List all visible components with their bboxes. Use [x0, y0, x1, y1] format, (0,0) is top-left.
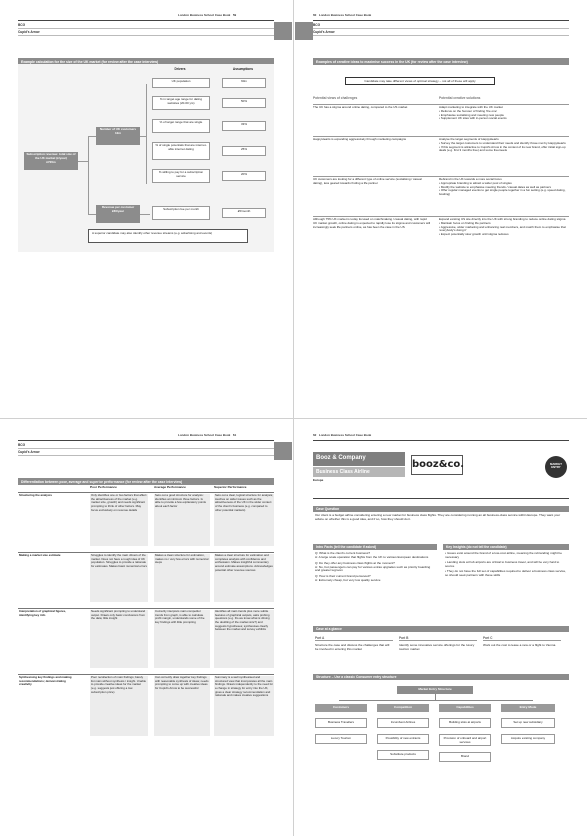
- case-name: Cupid's Arrow: [313, 29, 569, 36]
- driver-node: % willing to pay for a subscription service: [152, 169, 210, 183]
- running-header: 60 London Business School Case Book: [313, 13, 372, 17]
- solution-title: Rebrand in the UK towards a more social focus: [439, 177, 502, 181]
- structure-item: Business Travellers: [315, 718, 367, 728]
- market-size-tree: [18, 64, 274, 252]
- table-row: [18, 608, 274, 668]
- fact-line: A: No, but passengers can pay for various extras upgrades such as priority boarding and greater legroom: [315, 564, 431, 573]
- page-59: [0, 0, 292, 416]
- case-name: Cupid's Arrow: [18, 29, 274, 36]
- table-row: [18, 552, 274, 602]
- header-rule: [18, 440, 274, 441]
- solution-cell: [439, 105, 569, 121]
- table-row: [18, 492, 274, 546]
- header-rule: [313, 440, 569, 441]
- insight-item: • Landing slots at hub airports are critical to business travel, and will be very hard to source: [445, 561, 567, 569]
- structure-item: Provision of onboard and airport services: [439, 734, 491, 746]
- average-cell: Makes a clean structure for estimation, makes no / very few errors with numerical steps: [154, 554, 210, 602]
- solution-title: Expand existing US site directly into the UK with strong branding to reduce online dating stigma: [439, 217, 566, 221]
- grey-tab: [295, 22, 313, 40]
- case-header: [313, 452, 569, 492]
- criterion-label: Making a market size estimate: [19, 553, 61, 557]
- poor-header: Poor Performance: [90, 485, 117, 489]
- assumption-value: 20%: [222, 171, 266, 181]
- structure-item: Acquire existing company: [501, 734, 555, 744]
- assumption-value: 50%: [222, 98, 266, 108]
- poor-cell: Poor recollection of main findings; barely list main without synthesis / insight. Unable to provide creative ideas for the market (e.g. suggests just offering a low subscription price): [90, 676, 148, 736]
- case-name: Cupid's Arrow: [18, 449, 274, 456]
- header-rule: [18, 20, 274, 21]
- page-gutter-horizontal: [0, 418, 587, 419]
- intro-facts-title: Intro Facts (tell the candidate if asked): [313, 544, 437, 550]
- firm-name: BCG: [18, 442, 274, 449]
- poor-cell: Only identifies one or two factors that affect the attractiveness of the market (e.g. market size, growth) and needs significant prompting to think of other factors. May focus exclusively on revenue details: [90, 494, 148, 546]
- table-row: [313, 104, 569, 132]
- average-cell: Correctly interprets main competitor trends from graph, is able to calculate profit margin, understands some of the key findings with little prompting: [154, 610, 210, 668]
- part-c-label: Part C: [483, 636, 561, 641]
- part-b-label: Part B: [399, 636, 477, 641]
- part-a-label: Part A: [315, 636, 393, 641]
- structure-col-head: Competition: [377, 704, 429, 712]
- structure-item: Luxury Tourism: [315, 734, 367, 744]
- header-rule: [313, 20, 569, 21]
- booz-logo: booz&co.: [411, 455, 463, 475]
- solutions-header: Potential creative solutions: [439, 96, 481, 100]
- solution-title: Analyse the target segments of HappyHearts: [439, 137, 499, 141]
- driver-node: UK population: [152, 78, 210, 88]
- firm-band: [313, 22, 569, 40]
- solution-item: • If this segment is attractive to Cupid's Arrow in the context of its new brand, offer initial sign-up deals (e.g. first 3 months free) and some freemeets: [439, 146, 569, 154]
- section-title: Examples of creative ideas to maximise success in the UK (for review after the case interview): [313, 58, 569, 65]
- part-c-text: Work out the cost to lease a new or a flight to Vienna: [483, 643, 556, 647]
- assumption-value: 60m: [222, 78, 266, 88]
- table-row: [313, 216, 569, 260]
- driver-node: Subscription fee per month: [152, 206, 210, 220]
- criterion-label: Synthesising key findings and making recommendations; demonstrating creativity: [19, 675, 72, 687]
- solution-item: • Expect potentially slow growth until stigma reduces: [439, 233, 569, 237]
- challenges-header: Potential views of challenges: [313, 96, 358, 100]
- fact-line: Q: Do they offer any business class flights at the moment?: [315, 560, 395, 565]
- page-61: [0, 420, 292, 836]
- table-row: [18, 674, 274, 736]
- section-title: Example calculation for the size of the UK market (for review after the case interview): [18, 58, 274, 65]
- superior-note: A superior candidate may also identify other revenue streams (e.g. advertising and events): [88, 229, 248, 243]
- structure-item: Building slots at airports: [439, 718, 491, 728]
- structure-item: Possibility of new entrants: [377, 734, 429, 744]
- structure-title: Structure – Use a classic Consumer entry structure: [313, 674, 569, 680]
- challenge-text: HappyHearts is expanding aggressively through marketing campaigns: [313, 137, 407, 141]
- average-cell: Sets out a good structure for analysis: identifies at minimum three factors. Is able to provide a few explanatory points about each factor: [154, 494, 210, 546]
- table-row: [313, 176, 569, 216]
- structure-item: Set up new subsidiary: [501, 718, 555, 728]
- case-title: Business Class Airline: [313, 467, 405, 477]
- part-b-text: Identify some innovative service offerings for the luxury tourism market: [399, 643, 475, 651]
- drivers-header: Drivers: [174, 67, 186, 71]
- firm-name: BCG: [313, 22, 569, 29]
- assumptions-header: Assumptions: [232, 67, 254, 71]
- root-node: Subscription revenue: total size of the UK market (£/year) £720m: [24, 152, 78, 170]
- driver-node: % in target age range for dating websites (20-60 yrs): [152, 96, 210, 110]
- criterion-label: Interpretation of graphical figures, identifying key info: [19, 609, 67, 617]
- solution-item: • Maintain focus on finding life partners: [439, 222, 569, 226]
- assumption-value: 25%: [222, 146, 266, 156]
- solution-item: • Appropriate branding to attract a wider pool of singles: [439, 182, 569, 186]
- market-entry-badge: MARKET ENTRY: [545, 456, 567, 478]
- solution-cell: [439, 177, 569, 197]
- insight-item: • They do not have the full set of capabilities required to deliver a business class service, so should seek partners with these skills: [445, 570, 567, 578]
- solution-item: • Refocus on the humour of finding 'the one': [439, 110, 569, 114]
- poor-cell: Struggles to identify the main drivers of the market. Does not have a rough idea of UK population. Struggles to provide a rationale for estimates. Makes basic numerical errors: [90, 554, 148, 602]
- connector: [140, 214, 150, 215]
- superior-cell: Summary is a well synthesised and structured view that incorporates all the main findings. Draws independently to the need for a change in strategy for entry into the UK, gives a clear strategy recommendation and rationale and makes creative suggestions: [214, 676, 274, 736]
- challenge-text: The UK has a stigma around online dating, compared to the US market: [313, 105, 408, 109]
- connector: [78, 161, 88, 162]
- solution-title: Adapt marketing to integrate with the UK market: [439, 105, 503, 109]
- customers-node: Number of UK customers 12m: [96, 127, 140, 145]
- fact-line: A: Extremely cheap, but very low quality service: [315, 578, 381, 583]
- poor-cell: Needs significant prompting to understand output. Draws only basic conclusions from the data; little insight: [90, 610, 148, 668]
- firm-band: [18, 22, 274, 40]
- criterion-label: Structuring the analysis: [19, 493, 52, 497]
- solution-cell: [439, 137, 569, 153]
- running-header: London Business School Case Book 61: [178, 433, 237, 437]
- structure-col-head: Customers: [315, 704, 367, 712]
- solution-item: • Modify the website to emphasise meeting friends / casual dates as well as partners: [439, 186, 569, 190]
- case-question-title: Case Question: [313, 506, 569, 512]
- page-62: [295, 420, 587, 836]
- firm-band: [18, 442, 274, 460]
- key-insights: [445, 552, 567, 580]
- part-a-text: Structure the case and discuss the challenges that will be involved in entering this market: [315, 643, 390, 651]
- assumption-value: £5/month: [222, 208, 266, 218]
- insight-item: • Issues exist around the brand of a low-cost airline, meaning the rebranding might be necessary: [445, 552, 567, 560]
- connector: [88, 136, 89, 214]
- header-rule: [313, 498, 569, 499]
- key-insights-title: Key Insights (do not tell the candidate): [443, 544, 569, 550]
- firm-name: BCG: [18, 22, 274, 29]
- connector: [88, 214, 96, 215]
- fact-line: Q: How is their current brand perceived?: [315, 574, 371, 579]
- grey-tab: [274, 442, 292, 460]
- superior-cell: Identifies all main trends plus more subtle features of graphical outputs, asks probing questions (e.g. Do we know what is driving the doubling of the market size?) and suggests hypotheses; synthesises clearly between the market and survey exhibits: [214, 610, 274, 668]
- structure-root: Market Entry Structure: [397, 686, 473, 694]
- superior-cell: Makes a clear structure for estimation and completes analysis with confidence and enthusiasm. Makes insightful commentary around estimate assumptions. Acknowledges potential other revenue sources: [214, 554, 274, 602]
- revenue-node: Revenue per customer £60/year: [96, 205, 140, 223]
- connector: [88, 136, 96, 137]
- driver-node: % of single potentials that are internet-able internet dating: [152, 142, 210, 160]
- grey-tab: [274, 22, 292, 40]
- page-60: [295, 0, 587, 416]
- average-header: Average Performance: [154, 485, 186, 489]
- challenge-text: Although 75% UK market is today focused on matchmaking / casual dating, with rapid UK market growth, online dating is expected to rapidly lose its stigma and customers will increasingly seek life partners online, as has been the case in the US: [313, 217, 431, 229]
- solution-item: • Supplement UK sites with in-person social events: [439, 117, 569, 121]
- case-question-text: Our client is a budget airline considering entering a new market for business class flights. They are considering running an all business-class service within Europe. They want your advice on whether this is a good idea, and if so, how they should do it.: [315, 513, 561, 521]
- structure-item: Substitute products: [377, 750, 429, 760]
- structure-col-head: Entry Mode: [501, 704, 555, 712]
- case-region: Europe: [313, 478, 324, 482]
- fact-line: A: A large scale operation that flights from the UK to various European destinations: [315, 554, 429, 559]
- callout-box: Candidate may take different views of optimal strategy – not all of these will apply: [345, 77, 495, 85]
- solution-cell: [439, 217, 569, 237]
- average-cell: Can correctly draw together key findings with reasonable synthesis of ideas; needs prompting to come up with creative ideas for Cupid's Arrow to be successful: [154, 676, 210, 736]
- structure-item: Incumbent Airlines: [377, 718, 429, 728]
- solution-item: • Emphasise socialising and meeting new people: [439, 114, 569, 118]
- structure-item: Brand: [439, 752, 491, 762]
- challenge-text: UK customers are looking for a different type of online service (socialising / casual dating), less geared towards finding a life partner: [313, 177, 422, 185]
- structure-col-head: Capabilities: [439, 704, 491, 712]
- section-title: Differentiation between poor, average and superior performance (for review after the case interview): [18, 478, 274, 485]
- solution-item: • Offer regular managed events to get single people together in a fun setting (e.g. speed dating, bowling): [439, 189, 569, 197]
- superior-header: Superior Performance: [214, 485, 247, 489]
- assumption-value: 33%: [222, 121, 266, 131]
- table-row: [313, 136, 569, 174]
- intro-facts: [315, 552, 435, 583]
- solution-item: • Survey the target customers to understand their needs and identify those met by HappyHearts: [439, 142, 569, 146]
- connector: [339, 700, 533, 701]
- fact-line: Q: What is the client's current business?: [315, 551, 371, 555]
- case-glance-title: Case at a glance: [313, 626, 569, 632]
- superior-cell: Sets out a clear, logical structure for analysis; touches on wider issues such as the attractiveness of the UK in the wider context of the client's business (e.g. compared to other potential markets): [214, 494, 274, 546]
- driver-node: % of target range that are single: [152, 119, 210, 133]
- connector: [146, 84, 147, 184]
- firm-brand: Booz & Company: [313, 452, 405, 466]
- solution-item: • Aggressive, wider marketing and enhancing real members, and match them to emphasise that 'everybody's doing it': [439, 226, 569, 234]
- running-header: London Business School Case Book 59: [178, 13, 237, 17]
- running-header: 62 London Business School Case Book: [313, 433, 372, 437]
